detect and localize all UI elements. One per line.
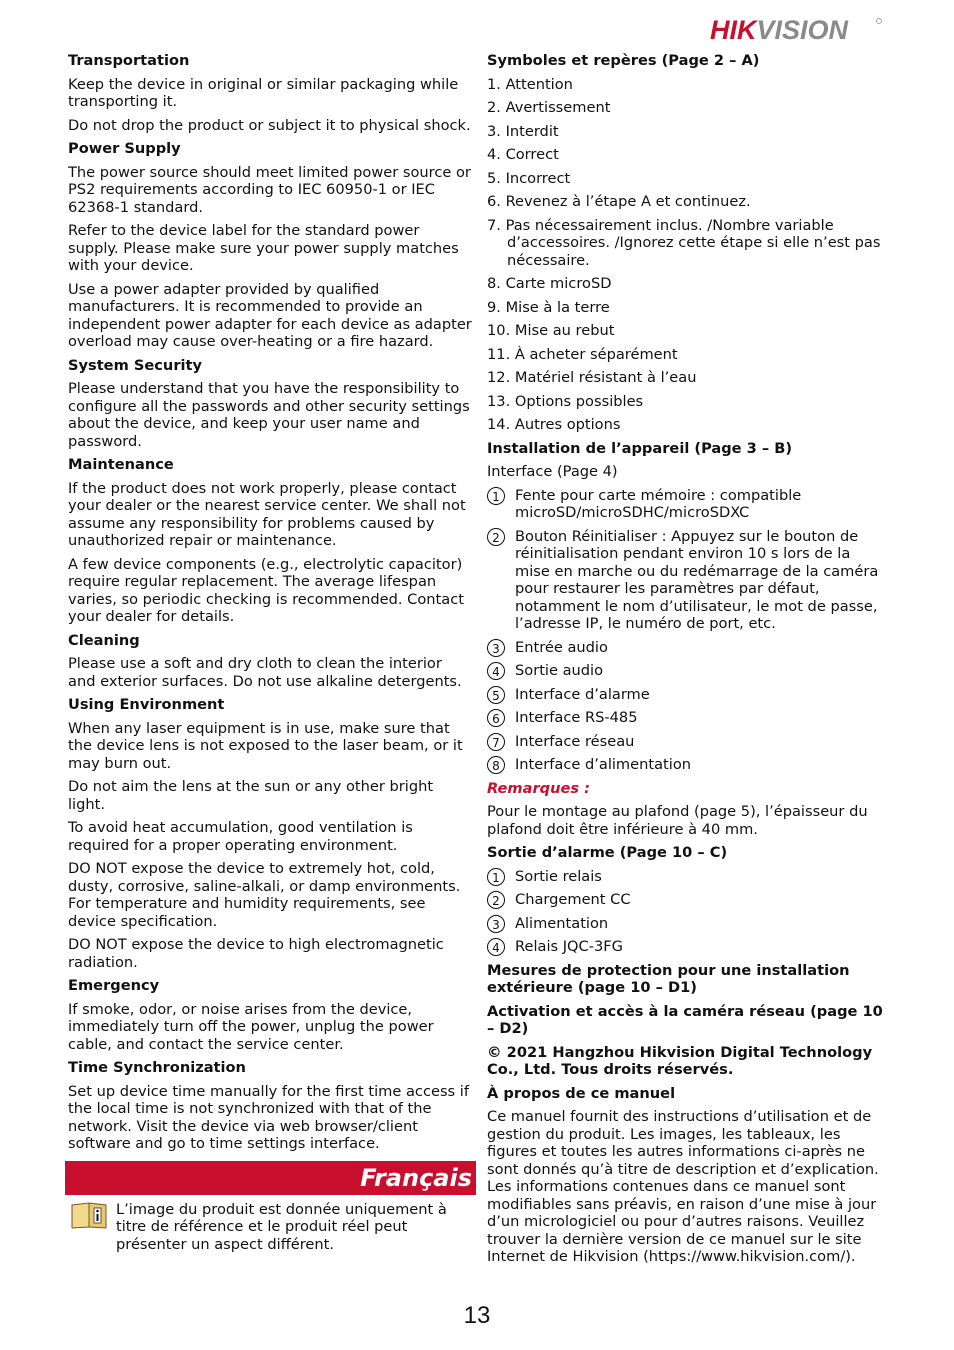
circled-number: 2 (487, 891, 505, 909)
paragraph: Set up device time manually for the first time access if the local time is not synchronized with that of the network. Visit the device via web browser/client software and go to time settings interface. (68, 1082, 469, 1152)
section-heading: Mesures de protection pour une installation extérieure (page 10 – D1) (487, 961, 850, 996)
symbol-list-item: 9. Mise à la terre (487, 298, 610, 316)
paragraph: Interface (Page 4) (487, 463, 618, 480)
svg-text:HIKVISION: HIKVISION (710, 15, 849, 45)
circled-number: 8 (487, 756, 505, 774)
interface-list-item (487, 662, 885, 680)
circled-number: 1 (487, 868, 505, 886)
symbol-list-item: 11. À acheter séparément (487, 345, 678, 363)
list-item-text: Relais JQC-3FG (515, 938, 623, 955)
paragraph: If the product does not work properly, please contact your dealer or the nearest service center. We shall not assume any responsibility for problems caused by unauthorized repair or maintenance. (68, 479, 466, 549)
note-text: L’image du produit est donnée uniquement à titre de référence et le produit réel peut présenter un aspect différent. (116, 1200, 447, 1253)
symbol-list-item: 13. Options possibles (487, 392, 644, 410)
section-heading: Emergency (68, 977, 160, 994)
list-item-text: Sortie relais (515, 867, 602, 885)
language-banner-label: Français (360, 1163, 472, 1192)
list-item-text: Interface d’alimentation (515, 756, 691, 773)
paragraph: Refer to the device label for the standard power supply. Please make sure your power supply matches with your device. (68, 222, 459, 274)
interface-list-item (487, 709, 885, 727)
circled-number: 5 (487, 686, 505, 704)
section-heading: Symboles et repères (Page 2 – A) (487, 52, 760, 69)
section-heading: Sortie d’alarme (Page 10 – C) (487, 844, 728, 861)
list-item-text: Alimentation (515, 914, 609, 932)
circled-number: 1 (487, 487, 505, 505)
section-heading: Installation de l’appareil (Page 3 – B) (487, 439, 793, 457)
list-item-text: Interface RS-485 (515, 709, 638, 726)
copyright-heading: © 2021 Hangzhou Hikvision Digital Technology Co., Ltd. Tous droits réservés. (487, 1043, 873, 1078)
list-item-text: Fente pour carte mémoire : compatible microSD/microSDHC/microSDXC (515, 486, 802, 521)
symbol-list-item: 2. Avertissement (487, 99, 611, 116)
symbol-list-item: 14. Autres options (487, 416, 621, 433)
list-item-text: Interface d’alarme (515, 685, 650, 703)
circled-number: 7 (487, 733, 505, 751)
paragraph: Please use a soft and dry cloth to clean the interior and exterior surfaces. Do not use alkaline detergents. (68, 655, 462, 690)
paragraph: If smoke, odor, or noise arises from the device, immediately turn off the power, unplug the power cable, and contact the service center. (68, 1000, 434, 1053)
language-banner (65, 1161, 476, 1195)
symbol-list-item: 12. Matériel résistant à l’eau (487, 369, 697, 386)
list-item-text: Chargement CC (515, 891, 631, 908)
right-column (487, 52, 885, 1272)
interface-list-item (487, 639, 885, 657)
section-heading: System Security (68, 356, 203, 374)
left-column (68, 52, 473, 1253)
symbol-list-item: 5. Incorrect (487, 169, 571, 187)
circled-number: 4 (487, 938, 505, 956)
circled-number: 6 (487, 709, 505, 727)
page-number: 13 (463, 1302, 491, 1329)
paragraph: Ce manuel fournit des instructions d’utilisation et de gestion du produit. Les images, les tableaux, les figures et toutes les autres informations ci-après ne sont donnés qu’à titre de description et d’explication. Les informations contenues dans ce manuel sont modifiables sans préavis, en raison d’une mise à jour d’un micrologiciel ou pour d’autres raisons. Veuillez trouver la dernière version de ce manuel sur le site Internet de Hikvision (https://www.hikvision.com/). (487, 1108, 879, 1265)
list-item-text: Entrée audio (515, 638, 608, 656)
section-heading: Cleaning (68, 631, 140, 649)
alarm-list-item (487, 868, 885, 886)
note-info-icon (70, 1201, 108, 1229)
section-heading: Maintenance (68, 456, 174, 473)
symbols-list (487, 76, 885, 434)
section-heading: À propos de ce manuel (487, 1084, 676, 1102)
hikvision-logo (710, 14, 885, 46)
interface-list-item (487, 733, 885, 751)
paragraph: A few device components (e.g., electrolytic capacitor) require regular replacement. The average lifespan varies, so periodic checking is recommended. Contact your dealer for details. (68, 555, 464, 625)
section-heading: Using Environment (68, 696, 225, 713)
interfaces-list (487, 487, 885, 774)
paragraph: DO NOT expose the device to high electromagnetic radiation. (68, 936, 444, 971)
paragraph: When any laser equipment is in use, make sure that the device lens is not exposed to the laser beam, or it may burn out. (68, 719, 463, 772)
interface-list-item (487, 487, 885, 522)
interface-list-item (487, 686, 885, 704)
interface-list-item (487, 756, 885, 774)
paragraph: To avoid heat accumulation, good ventilation is required for a proper operating environment. (68, 819, 413, 854)
paragraph: Use a power adapter provided by qualified manufacturers. It is recommended to provide an independent power adapter for each device as adapter overload may cause over-heating or a fire hazard. (68, 280, 472, 350)
symbol-list-item: 3. Interdit (487, 122, 559, 140)
section-heading: Power Supply (68, 140, 181, 157)
paragraph: Do not aim the lens at the sun or any other bright light. (68, 778, 434, 813)
section-heading: Activation et accès à la caméra réseau (page 10 – D2) (487, 1002, 883, 1037)
circled-number: 3 (487, 915, 505, 933)
circled-number: 3 (487, 639, 505, 657)
paragraph: Keep the device in original or similar packaging while transporting it. (68, 75, 459, 110)
alarm-list-item (487, 938, 885, 956)
remarks-heading: Remarques : (487, 779, 590, 797)
section-heading: Time Synchronization (68, 1059, 246, 1076)
alarm-list-item (487, 915, 885, 933)
paragraph: The power source should meet limited power source or PS2 requirements according to IEC 60950-1 or IEC 62368-1 standard. (68, 163, 471, 216)
list-item-text: Interface réseau (515, 732, 635, 750)
alarm-list (487, 868, 885, 956)
note-block (68, 1201, 473, 1254)
section-heading: Transportation (68, 52, 190, 69)
paragraph: Please understand that you have the responsibility to configure all the passwords and other security settings about the device, and keep your user name and password. (68, 380, 470, 450)
symbol-list-item: 7. Pas nécessairement inclus. /Nombre variable d’accessoires. /Ignorez cette étape si elle n’est pas nécessaire. (487, 216, 881, 269)
alarm-list-item (487, 891, 885, 909)
symbol-list-item: 8. Carte microSD (487, 275, 612, 292)
circled-number: 4 (487, 662, 505, 680)
paragraph: Pour le montage au plafond (page 5), l’épaisseur du plafond doit être inférieure à 40 mm. (487, 803, 868, 838)
list-item-text: Sortie audio (515, 662, 604, 679)
interface-list-item (487, 528, 885, 633)
paragraph: DO NOT expose the device to extremely hot, cold, dusty, corrosive, saline-alkali, or damp environments. For temperature and humidity requirements, see device specification. (68, 860, 461, 930)
list-item-text: Bouton Réinitialiser : Appuyez sur le bouton de réinitialisation pendant environ 10 s lors de la mise en marche ou du redémarrage de la caméra pour restaurer les paramètres par défaut, notamment le nom d’utilisateur, le mot de passe, l’adresse IP, le numéro de port, etc. (515, 527, 879, 632)
circled-number: 2 (487, 528, 505, 546)
symbol-list-item: 6. Revenez à l’étape A et continuez. (487, 193, 751, 210)
symbol-list-item: 10. Mise au rebut (487, 322, 615, 339)
paragraph: Do not drop the product or subject it to physical shock. (68, 116, 471, 134)
symbol-list-item: 1. Attention (487, 75, 573, 93)
symbol-list-item: 4. Correct (487, 146, 559, 163)
